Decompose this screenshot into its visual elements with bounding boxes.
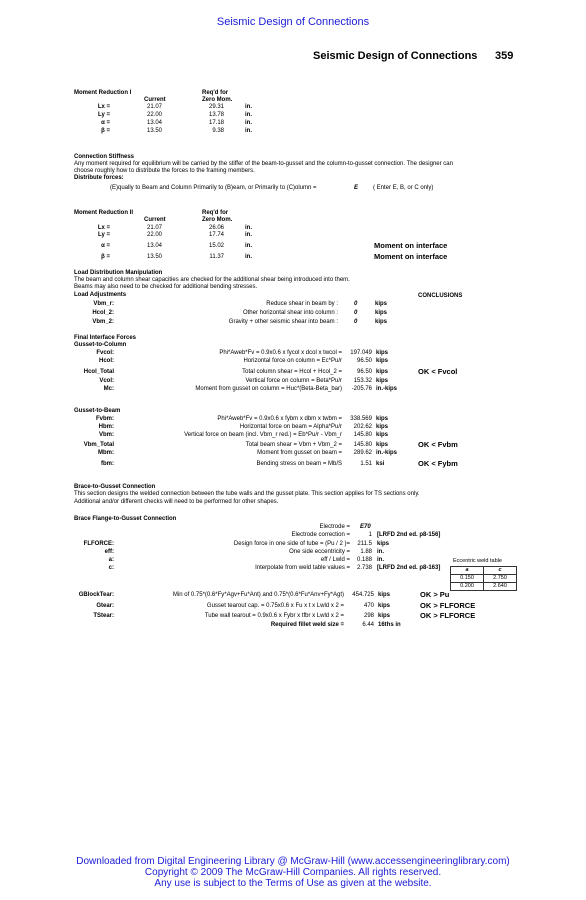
- row-description: Min of 0.75*(0.6*Fy*Agv+Fu*Ant) and 0.75*(0.6*Fu*Anv+Fy*Agt): [172, 592, 344, 598]
- value: 454.725: [352, 592, 374, 598]
- row-label: Lx =: [97, 104, 110, 110]
- row-description: Gravity + other seismic shear into beam :: [228, 319, 338, 325]
- unit: in.: [377, 557, 384, 563]
- row-label: TStear:: [93, 613, 114, 619]
- row-description: Phi*Aweb*Fv = 0.9x0.6 x fycol x dcol x twcol =: [219, 350, 342, 356]
- unit: kips: [376, 432, 389, 438]
- row-label: Lx =: [97, 225, 110, 231]
- table-header: c: [484, 567, 517, 575]
- row-description: Moment from gusset on column = Huc*(Beta-Beta_bar): [195, 386, 342, 392]
- unit: ksi: [376, 461, 385, 467]
- section-title: Brace-to-Gusset Connection: [74, 484, 156, 490]
- row-description: Horizontal force on beam = Alpha*Pu/r: [239, 424, 342, 430]
- conclusion: OK < Fvbm: [418, 440, 458, 449]
- unit: kips: [376, 350, 389, 356]
- unit: in.-kips: [376, 450, 398, 456]
- value: 338.569: [350, 416, 372, 422]
- conclusion: OK < Fvcol: [418, 367, 458, 376]
- row-label: Vcol:: [99, 378, 114, 384]
- unit: kips: [375, 310, 388, 316]
- unit: kips: [376, 369, 389, 375]
- unit: kips: [375, 301, 388, 307]
- unit: kips: [378, 603, 391, 609]
- value: 145.80: [353, 442, 372, 448]
- value: 2.738: [356, 565, 372, 571]
- paragraph: choose roughly how to distribute the forces to the framing members.: [74, 168, 255, 174]
- unit: in.: [245, 120, 252, 126]
- value: 470: [363, 603, 374, 609]
- row-label: Ly =: [98, 232, 110, 238]
- unit: kips: [377, 541, 390, 547]
- row-description: Moment from gusset on beam =: [257, 450, 342, 456]
- row-label: eff:: [104, 549, 114, 555]
- table-cell: 0.200: [451, 583, 484, 591]
- row-label: fbm:: [101, 461, 114, 467]
- value: 11.37: [209, 254, 224, 260]
- section-title: Load Distribution Manipulation: [74, 270, 163, 276]
- row-label: GBlockTear:: [78, 592, 114, 598]
- unit: in.: [245, 128, 252, 134]
- column-header: Zero Mom.: [202, 217, 233, 223]
- unit: in.: [245, 243, 252, 249]
- unit: in.: [245, 225, 252, 231]
- value: 211.5: [357, 541, 372, 547]
- section-title: Final Interface Forces: [74, 335, 137, 341]
- row-label: Hbm:: [98, 424, 114, 430]
- unit: in.: [245, 112, 252, 118]
- row-description: Total beam shear = Vbm + Vbm_2 =: [245, 442, 342, 448]
- value: 22.00: [146, 112, 162, 118]
- row-description: Electrode =: [319, 524, 350, 530]
- unit: in.: [245, 232, 252, 238]
- row-label: Fvcol:: [96, 350, 114, 356]
- paragraph: Additional and/or different checks will need to be performed for other shapes.: [74, 499, 279, 505]
- running-header: [313, 50, 514, 62]
- row-description: Horizontal force on column = Ec*Pu/r: [243, 358, 342, 364]
- row-description: Tube wall tearout = 0.9x0.6 x Fybr x tfbr x Lwld x 2 =: [204, 613, 344, 619]
- value: 17.18: [208, 120, 224, 126]
- conclusion: OK > Pu: [420, 590, 450, 599]
- row-label: Mbm:: [98, 450, 114, 456]
- value: 145.80: [353, 432, 372, 438]
- row-label: Gtear:: [96, 603, 114, 609]
- row-label: Ly =: [98, 112, 110, 118]
- value: 0.188: [356, 557, 372, 563]
- paragraph: The beam and column shear capacities are checked for the additional shear being introduced into them.: [74, 277, 350, 283]
- section-title: Brace Flange-to-Gusset Connection: [74, 516, 177, 522]
- page-number: 359: [495, 50, 514, 62]
- running-title: Seismic Design of Connections: [313, 50, 478, 62]
- interface-note: Moment on interface: [374, 252, 448, 261]
- footer-terms-line: Any use is subject to the Terms of Use as given at the website.: [154, 878, 432, 889]
- row-label: Hcol_Total: [83, 369, 114, 375]
- row-label: Hcol_2:: [92, 310, 114, 316]
- row-description: Electrode correction =: [291, 532, 350, 538]
- footer-download-line: Downloaded from Digital Engineering Library @ McGraw-Hill (www.accessengineeringlibrary.com): [76, 856, 510, 867]
- value: 21.07: [146, 104, 162, 110]
- row-label: Fvbm:: [96, 416, 114, 422]
- weld-table: [450, 566, 517, 591]
- section-title: Moment Reduction I: [74, 90, 132, 96]
- conclusion: OK > FLFORCE: [420, 611, 476, 620]
- distribute-note: ( Enter E, B, or C only): [373, 185, 434, 191]
- row-label: Vbm:: [99, 432, 114, 438]
- unit: kips: [376, 442, 389, 448]
- subsection-title: Load Adjustments: [74, 292, 127, 298]
- subsection-title: Gusset-to-Column: [74, 342, 127, 348]
- conclusions-header: CONCLUSIONS: [418, 293, 463, 299]
- unit: 16ths in: [378, 622, 401, 628]
- column-header: Current: [144, 217, 166, 223]
- value: 1.88: [360, 549, 372, 555]
- value: 289.62: [353, 450, 372, 456]
- unit: in.-kips: [376, 386, 398, 392]
- section-title: Moment Reduction II: [74, 210, 133, 216]
- row-label: β =: [101, 254, 110, 260]
- row-label: Vbm_2:: [92, 319, 114, 325]
- row-description: Bending stress on beam = Mb/S: [256, 461, 342, 467]
- conclusion: OK < Fybm: [418, 459, 458, 468]
- row-description: One side eccentricity =: [289, 549, 350, 555]
- value: 202.62: [353, 424, 372, 430]
- value: 9.38: [212, 128, 224, 134]
- row-description: Total column shear = Hcol + Hcol_2 =: [242, 369, 342, 375]
- row-label: α =: [101, 243, 110, 249]
- value: 17.74: [208, 232, 224, 238]
- table-header-row: [451, 567, 517, 575]
- row-description: Required fillet weld size =: [270, 622, 344, 628]
- value: 15.02: [208, 243, 224, 249]
- table-row: [451, 583, 517, 591]
- value: 197.049: [350, 350, 372, 356]
- row-label: FLFORCE:: [83, 541, 114, 547]
- value: 13.04: [146, 120, 162, 126]
- value: 26.06: [208, 225, 224, 231]
- unit: in.: [245, 254, 252, 260]
- unit: kips: [378, 613, 391, 619]
- value: 13.50: [146, 254, 162, 260]
- row-description: eff / Lwld =: [320, 557, 350, 563]
- value: -205.76: [351, 386, 372, 392]
- table-header: a: [451, 567, 484, 575]
- column-header: Req'd for: [202, 210, 229, 216]
- subsection-title: Distribute forces:: [74, 175, 124, 181]
- value: 96.50: [356, 369, 372, 375]
- row-label: α =: [101, 120, 110, 126]
- reference: [LRFD 2nd ed. p8-156]: [377, 532, 441, 538]
- row-label: Vbm_Total: [83, 442, 114, 448]
- weld-table-caption: Eccentric weld table: [453, 558, 502, 564]
- paragraph: This section designs the welded connection between the tube walls and the gusset plate. This section applies for TS sections only.: [74, 491, 420, 497]
- table-row: [451, 575, 517, 583]
- row-label: a:: [108, 557, 114, 563]
- value: 13.78: [208, 112, 224, 118]
- value: 1.51: [360, 461, 372, 467]
- row-label: c:: [108, 565, 114, 571]
- interface-note: Moment on interface: [374, 241, 448, 250]
- value: 153.32: [353, 378, 372, 384]
- reference: [LRFD 2nd ed. p8-163]: [377, 565, 441, 571]
- electrode-input[interactable]: E70: [360, 524, 371, 530]
- value: 22.00: [146, 232, 162, 238]
- column-header: Req'd for: [202, 90, 229, 96]
- value: 13.50: [146, 128, 162, 134]
- row-description: Vertical force on column = Beta*Pu/r: [245, 378, 342, 384]
- value: 96.50: [356, 358, 372, 364]
- unit: kips: [376, 378, 389, 384]
- row-description: Phi*Aweb*Fv = 0.9x0.6 x fybm x dbm x twbm =: [217, 416, 342, 422]
- row-description: Other horizontal shear into column :: [242, 310, 338, 316]
- distribute-prompt: (E)qually to Beam and Column Primarily to (B)eam, or Primarily to (C)olumn =: [110, 185, 317, 191]
- row-description: Reduce shear in beam by :: [266, 301, 338, 307]
- unit: kips: [376, 416, 389, 422]
- unit: kips: [375, 319, 388, 325]
- table-cell: 2.640: [484, 583, 517, 591]
- top-banner: Seismic Design of Connections: [216, 16, 370, 28]
- value: 298: [363, 613, 374, 619]
- unit: kips: [378, 592, 391, 598]
- row-description: Gusset tearout cap. = 0.75x0.6 x Fu x t x Lwld x 2 =: [206, 603, 344, 609]
- row-label: β =: [101, 128, 110, 134]
- unit: kips: [376, 424, 389, 430]
- column-header: Current: [144, 97, 166, 103]
- value: 21.07: [146, 225, 162, 231]
- row-label: Mc:: [103, 386, 114, 392]
- table-cell: 0.150: [451, 575, 484, 583]
- table-cell: 2.750: [484, 575, 517, 583]
- section-title: Gusset-to-Beam: [74, 408, 121, 414]
- section-title: Connection Stiffness: [74, 154, 135, 160]
- value: 1: [368, 532, 372, 538]
- unit: in.: [245, 104, 252, 110]
- conclusion: OK > FLFORCE: [420, 601, 476, 610]
- value: 13.04: [146, 243, 162, 249]
- unit: kips: [376, 358, 389, 364]
- paragraph: Beams may also need to be checked for additional bending stresses.: [74, 284, 258, 290]
- value-input[interactable]: 0: [354, 301, 358, 307]
- row-description: Design force in one side of tube = (Pu / 2 )=: [233, 541, 350, 547]
- value-input[interactable]: 0: [354, 310, 358, 316]
- row-label: Vbm_r:: [93, 301, 114, 307]
- distribute-input[interactable]: E: [354, 185, 359, 191]
- row-description: Vertical force on beam (incl. Vbm_r red.) = Eb*Pu/r - Vbm_r: [184, 432, 342, 438]
- unit: in.: [377, 549, 384, 555]
- row-label: Hcol:: [99, 358, 114, 364]
- value-input[interactable]: 0: [354, 319, 358, 325]
- paragraph: Any moment required for equilibrium will be carried by the stiffer of the beam-to-gusset and the column-to-gusset connection. The designer can: [74, 161, 453, 167]
- row-description: Interpolate from weld table values =: [255, 565, 350, 571]
- value: 6.44: [362, 622, 374, 628]
- footer-copyright-line: Copyright © 2009 The McGraw-Hill Companies. All rights reserved.: [144, 867, 442, 878]
- value: 29.31: [208, 104, 224, 110]
- column-header: Zero Mom.: [202, 97, 233, 103]
